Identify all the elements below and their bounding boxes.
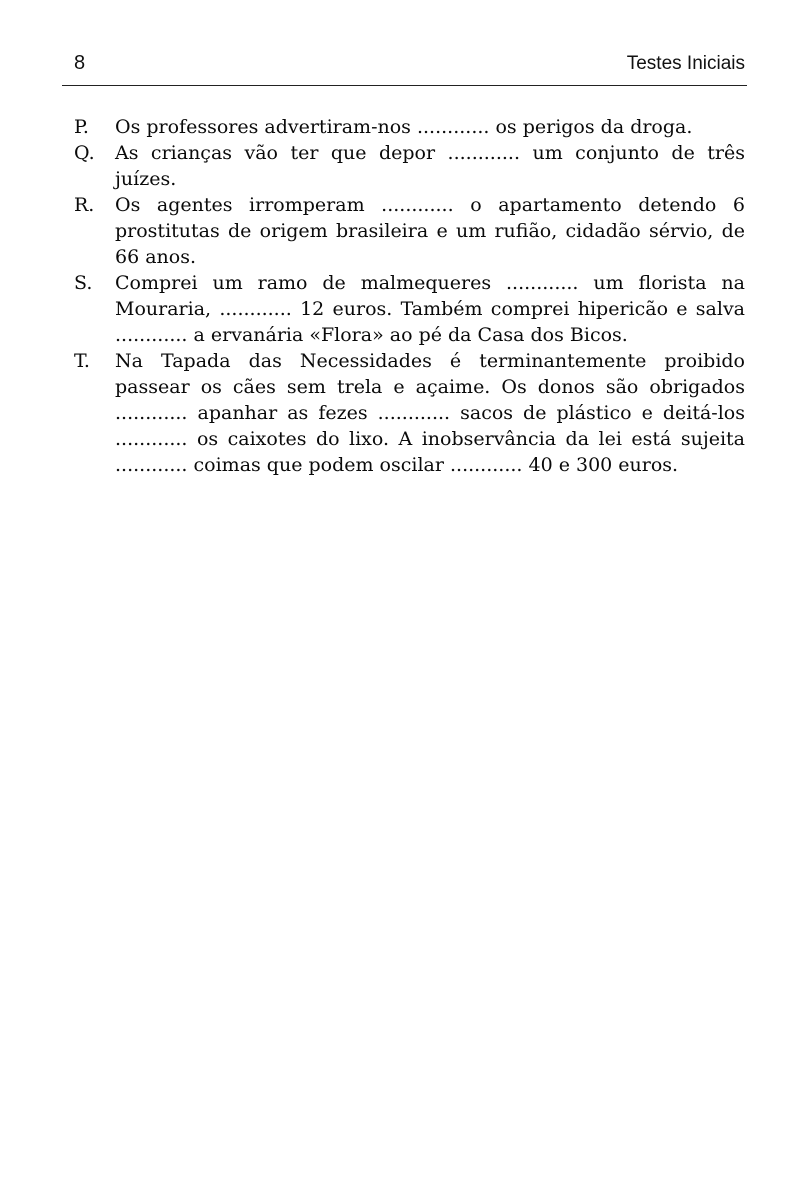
running-head-title: Testes Iniciais (626, 53, 745, 74)
page-header (0, 0, 809, 75)
item-letter: R. (74, 194, 95, 216)
item-letter: Q. (74, 142, 95, 164)
exercise-item-r (74, 192, 745, 270)
item-text: Comprei um ramo de malmequeres ............ um florista na Mouraria, ............ 12 euros. Também comprei hipericão e salva ............ a ervanária «Flora» ao pé da Casa dos Bicos. (115, 272, 745, 346)
item-letter: P. (74, 116, 89, 138)
item-text: Na Tapada das Necessidades é terminantemente proibido passear os cães sem trela e açaime. Os donos são obrigados ............ apanhar as fezes ............ sacos de plástico e deitá-los ............ os caixotes do lixo. A inobservância da lei está sujeita ............ coimas que podem oscilar ............ 40 e 300 euros. (115, 350, 745, 476)
item-text: As crianças vão ter que depor ............ um conjunto de três juízes. (115, 142, 745, 190)
item-letter: T. (74, 350, 90, 372)
exercise-item-p (74, 114, 745, 140)
exercise-item-t (74, 348, 745, 478)
exercise-item-q (74, 140, 745, 192)
item-letter: S. (74, 272, 93, 294)
item-text: Os professores advertiram-nos ............ os perigos da droga. (115, 116, 693, 138)
page-number: 8 (74, 52, 86, 74)
exercise-item-s (74, 270, 745, 348)
item-text: Os agentes irromperam ............ o apartamento detendo 6 prostitutas de origem brasileira e um rufião, cidadão sérvio, de 66 anos. (115, 194, 745, 268)
exercise-list (0, 86, 809, 478)
